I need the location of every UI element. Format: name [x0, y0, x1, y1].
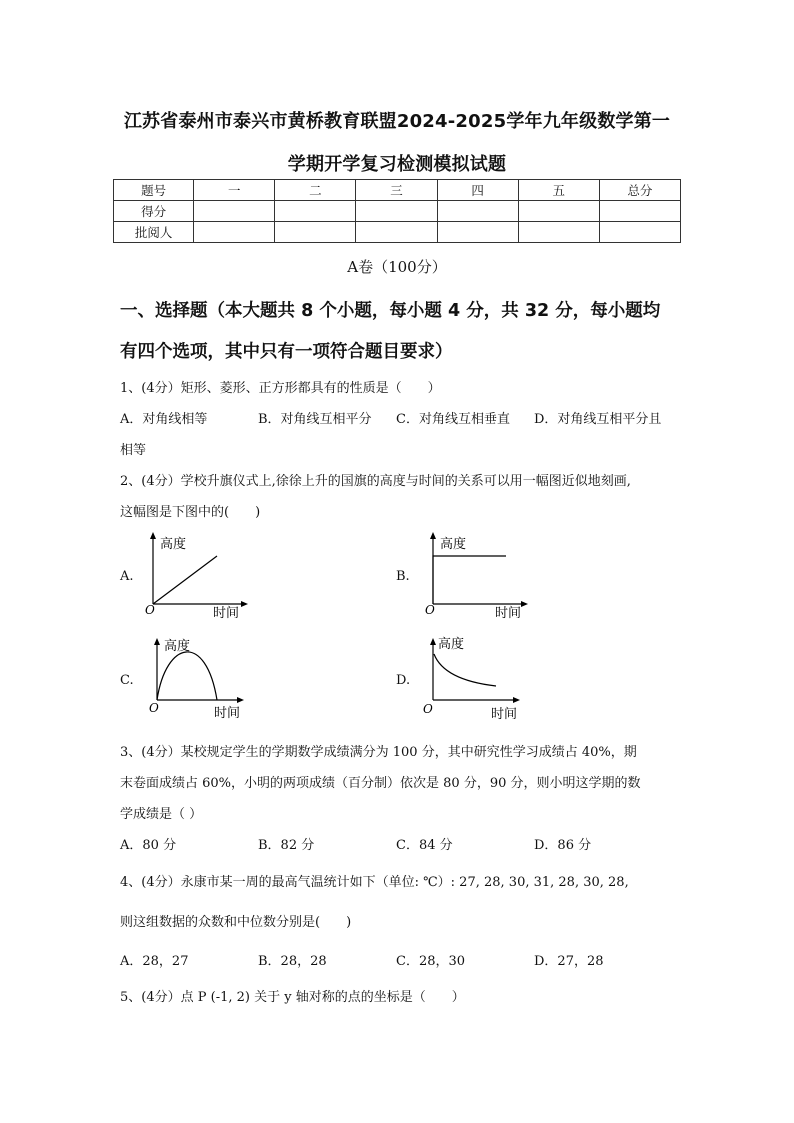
page-title-line-2: 学期开学复习检测模拟试题 — [287, 154, 507, 175]
graph-c-option-label: C. — [120, 673, 134, 688]
graph-c-x-arrow — [237, 697, 244, 703]
question-4-option-d: D．27，28 — [534, 954, 604, 969]
score-cell — [194, 201, 275, 222]
graph-d-origin: O — [423, 702, 433, 716]
score-cell — [518, 201, 599, 222]
grader-cell — [194, 222, 275, 243]
score-header-cell: 四 — [437, 180, 518, 201]
question-3-option-d: D．86 分 — [534, 838, 592, 853]
question-1-option-d: D．对角线互相平分且 — [534, 412, 662, 427]
question-1-option-d-continued: 相等 — [120, 443, 147, 458]
graph-c-y-label: 高度 — [164, 639, 191, 654]
graph-c-origin: O — [149, 701, 159, 715]
score-row-label: 得分 — [114, 201, 194, 222]
graph-d-x-label: 时间 — [491, 707, 518, 722]
page-title-line-1: 江苏省泰州市泰兴市黄桥教育联盟2024-2025学年九年级数学第一 — [123, 111, 671, 132]
score-header-cell: 一 — [194, 180, 275, 201]
graph-c — [144, 632, 264, 724]
grader-cell — [356, 222, 437, 243]
graph-a-x-label: 时间 — [213, 606, 240, 621]
graph-c-x-label: 时间 — [214, 706, 241, 721]
score-header-cell: 总分 — [599, 180, 680, 201]
question-1-stem: 1、(4分）矩形、菱形、正方形都具有的性质是（ ） — [120, 381, 441, 396]
graph-b-option-label: B. — [396, 569, 410, 584]
graph-b-origin: O — [425, 603, 435, 617]
graph-a-y-arrow — [150, 532, 156, 539]
question-4-line-2: 则这组数据的众数和中位数分别是( ) — [120, 915, 352, 930]
question-3-line-1: 3、(4分）某校规定学生的学期数学成绩满分为 100 分，其中研究性学习成绩占 40%，期 — [120, 745, 637, 760]
grader-cell — [275, 222, 356, 243]
graph-b-curve — [433, 556, 506, 604]
score-cell — [437, 201, 518, 222]
score-table-header-row — [114, 180, 681, 201]
grader-row-label: 批阅人 — [114, 222, 194, 243]
section-a-heading: A卷（100分） — [347, 258, 447, 276]
graph-b — [420, 530, 540, 622]
graph-c-y-arrow — [154, 638, 160, 645]
question-2-line-2: 这幅图是下图中的( ) — [120, 505, 261, 520]
graph-d-y-label: 高度 — [438, 637, 465, 652]
graph-d-option-label: D. — [396, 673, 411, 688]
graph-d-x-arrow — [513, 697, 520, 703]
grader-row — [114, 222, 681, 243]
graph-a-origin: O — [145, 603, 155, 617]
score-cell — [599, 201, 680, 222]
graph-b-y-label: 高度 — [440, 537, 467, 552]
score-row — [114, 201, 681, 222]
graph-d — [420, 632, 540, 724]
part-one-heading-line-2: 有四个选项，其中只有一项符合题目要求） — [120, 342, 453, 362]
score-table — [113, 179, 681, 243]
score-cell — [275, 201, 356, 222]
question-1-option-b: B．对角线互相平分 — [258, 412, 372, 427]
graph-b-x-arrow — [521, 601, 528, 607]
question-3-line-3: 学成绩是（ ） — [120, 807, 203, 822]
question-1-option-c: C．对角线互相垂直 — [396, 412, 510, 427]
grader-cell — [599, 222, 680, 243]
graph-d-curve — [434, 654, 496, 686]
question-4-option-a: A．28，27 — [120, 954, 189, 969]
score-header-cell: 三 — [356, 180, 437, 201]
question-3-option-b: B．82 分 — [258, 838, 315, 853]
graph-d-y-arrow — [430, 638, 436, 645]
score-header-cell: 二 — [275, 180, 356, 201]
question-4-line-1: 4、(4分）永康市某一周的最高气温统计如下（单位: ℃）: 27, 28, 30, 31, 28, 30, 28, — [120, 875, 629, 890]
question-3-option-c: C．84 分 — [396, 838, 453, 853]
part-one-heading-line-1: 一、选择题（本大题共 8 个小题，每小题 4 分，共 32 分，每小题均 — [120, 301, 661, 321]
graph-a-x-arrow — [241, 601, 248, 607]
grader-cell — [518, 222, 599, 243]
graph-a-option-label: A. — [120, 569, 134, 584]
graph-c-curve — [157, 652, 217, 700]
question-1-option-a: A．对角线相等 — [120, 412, 208, 427]
question-4-option-c: C．28，30 — [396, 954, 466, 969]
question-3-option-a: A．80 分 — [120, 838, 177, 853]
score-header-cell: 五 — [518, 180, 599, 201]
graph-a — [140, 530, 260, 622]
question-5-stem: 5、(4分）点 P (-1, 2) 关于 y 轴对称的点的坐标是（ ） — [120, 990, 465, 1005]
question-2-line-1: 2、(4分）学校升旗仪式上,徐徐上升的国旗的高度与时间的关系可以用一幅图近似地刻画, — [120, 474, 631, 489]
grader-cell — [437, 222, 518, 243]
question-4-option-b: B．28，28 — [258, 954, 327, 969]
score-header-cell: 题号 — [114, 180, 194, 201]
graph-b-y-arrow — [430, 532, 436, 539]
question-3-line-2: 末卷面成绩占 60%，小明的两项成绩（百分制）依次是 80 分，90 分，则小明这学期的数 — [120, 776, 641, 791]
graph-b-x-label: 时间 — [495, 606, 522, 621]
graph-a-curve — [153, 556, 217, 604]
score-cell — [356, 201, 437, 222]
graph-a-y-label: 高度 — [160, 537, 187, 552]
